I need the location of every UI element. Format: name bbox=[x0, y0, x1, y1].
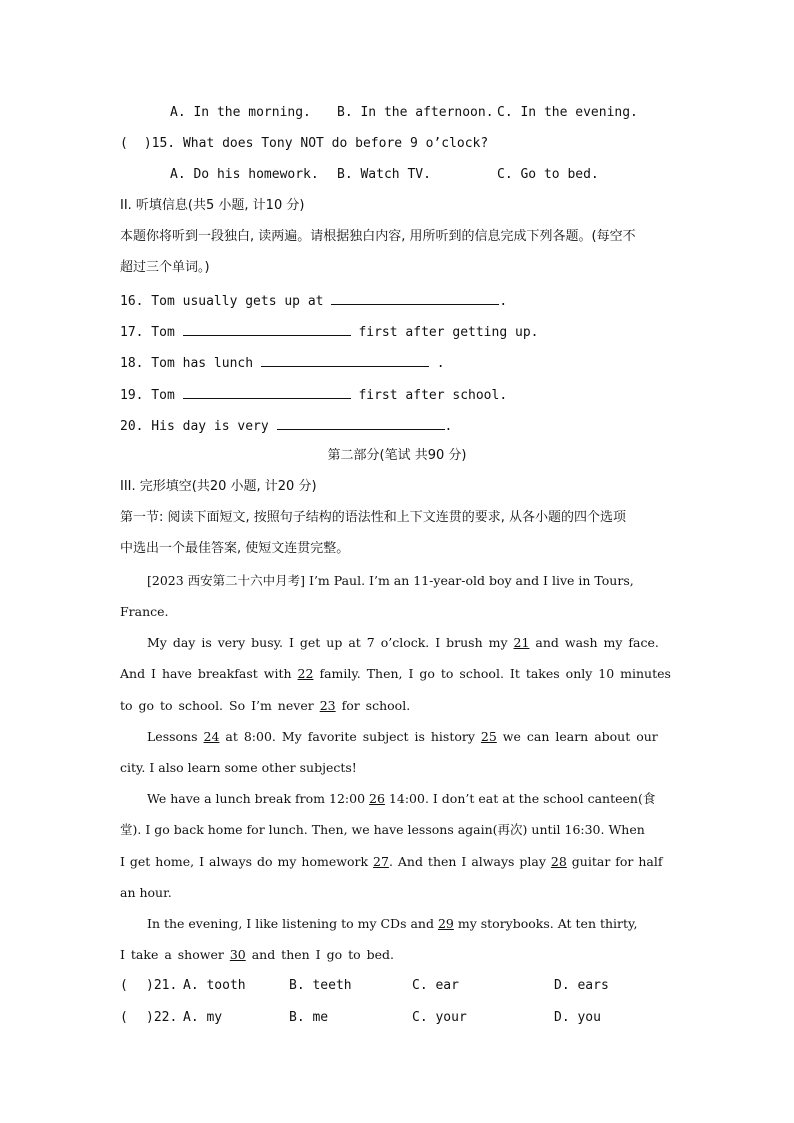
fill-item-20 bbox=[120, 416, 452, 436]
passage-p4-line-3 bbox=[120, 853, 663, 871]
q14-option-c: C. In the evening. bbox=[497, 105, 638, 120]
q21-option-c[interactable]: C. ear bbox=[412, 978, 459, 993]
blank-23: 23 bbox=[319, 698, 336, 713]
answer-blank[interactable] bbox=[183, 385, 351, 399]
answer-paren-open: ( bbox=[120, 136, 128, 151]
passage-text: my storybooks. At ten thirty, bbox=[457, 916, 638, 931]
q21-option-a[interactable]: A. tooth bbox=[183, 978, 246, 993]
fill-item-text-after: first after getting up. bbox=[358, 325, 539, 340]
blank-24: 24 bbox=[203, 729, 220, 744]
answer-paren-open: ( bbox=[120, 1010, 128, 1025]
answer-blank[interactable] bbox=[183, 322, 351, 336]
q22-option-c[interactable]: C. your bbox=[412, 1010, 467, 1025]
q15-option-b: B. Watch TV. bbox=[337, 167, 431, 182]
question-text: What does Tony NOT do before 9 o’clock? bbox=[182, 136, 489, 151]
passage-p5-line-2 bbox=[120, 946, 394, 964]
blank-30: 30 bbox=[229, 947, 246, 962]
part-2-title: 第二部分(笔试 共90 分) bbox=[327, 448, 467, 463]
section-2-instruction-line-1: 本题你将听到一段独白, 读两遍。请根据独白内容, 用所听到的信息完成下列各题。(每空不 bbox=[120, 229, 636, 244]
answer-blank[interactable] bbox=[277, 416, 445, 430]
section-3-instruction-line-1: 第一节: 阅读下面短文, 按照句子结构的语法性和上下文连贯的要求, 从各小题的四个选项 bbox=[120, 510, 627, 525]
passage-text: 14:00. I don’t eat at the school canteen(食 bbox=[388, 791, 656, 806]
passage-text: for school. bbox=[341, 698, 411, 713]
answer-blank[interactable] bbox=[331, 291, 499, 305]
passage-p4-line-4: an hour. bbox=[120, 885, 172, 900]
fill-item-text: 18. Tom has lunch bbox=[120, 356, 254, 371]
passage-text: at 8:00. My favorite subject is history bbox=[225, 729, 475, 744]
section-2-instruction-line-2: 超过三个单词。) bbox=[120, 260, 210, 275]
passage-text: we can learn about our bbox=[502, 729, 658, 744]
passage-text: family. Then, I go to school. It takes only 10 minutes bbox=[319, 666, 671, 681]
blank-26: 26 bbox=[369, 791, 385, 806]
fill-item-text-after: first after school. bbox=[358, 388, 508, 403]
passage-text: and then I go to bed. bbox=[251, 947, 394, 962]
fill-item-16 bbox=[120, 291, 507, 311]
q14-option-b: B. In the afternoon. bbox=[337, 105, 494, 120]
fill-item-text: 17. Tom bbox=[120, 325, 175, 340]
passage-p2-line-3 bbox=[120, 697, 410, 715]
passage-text: . And then I always play bbox=[388, 854, 546, 869]
blank-21: 21 bbox=[513, 635, 530, 650]
passage-p1-line-1: [2023 西安第二十六中月考] I’m Paul. I’m an 11-year-old boy and I live in Tours, bbox=[147, 573, 634, 588]
blank-22: 22 bbox=[297, 666, 314, 681]
passage-p3-line-1 bbox=[147, 728, 658, 746]
blank-27: 27 bbox=[373, 854, 389, 869]
section-2-title: II. 听填信息(共5 小题, 计10 分) bbox=[120, 198, 305, 213]
passage-text: We have a lunch break from 12:00 bbox=[147, 791, 366, 806]
q15-option-c: C. Go to bed. bbox=[497, 167, 599, 182]
fill-item-text-after: . bbox=[444, 419, 453, 434]
passage-text: Lessons bbox=[147, 729, 198, 744]
q22-option-a[interactable]: A. my bbox=[183, 1010, 223, 1025]
question-15 bbox=[120, 135, 488, 153]
passage-p4-line-1 bbox=[147, 790, 655, 808]
passage-text: guitar for half bbox=[571, 854, 663, 869]
fill-item-19 bbox=[120, 385, 507, 405]
blank-29: 29 bbox=[437, 916, 454, 931]
passage-p2-line-1 bbox=[147, 634, 659, 652]
answer-blank[interactable] bbox=[261, 353, 429, 367]
passage-text: In the evening, I like listening to my CDs and bbox=[147, 916, 434, 931]
q21-option-d[interactable]: D. ears bbox=[554, 978, 609, 993]
q21-option-b[interactable]: B. teeth bbox=[289, 978, 352, 993]
passage-text: And I have breakfast with bbox=[120, 666, 292, 681]
passage-text: I get home, I always do my homework bbox=[120, 854, 369, 869]
passage-text: I take a shower bbox=[120, 947, 224, 962]
blank-28: 28 bbox=[550, 854, 567, 869]
passage-text: to go to school. So I’m never bbox=[120, 698, 314, 713]
fill-item-17 bbox=[120, 322, 538, 342]
question-number: )15. bbox=[143, 136, 176, 151]
section-3-title: III. 完形填空(共20 小题, 计20 分) bbox=[120, 479, 317, 494]
fill-item-text: 16. Tom usually gets up at bbox=[120, 294, 324, 309]
fill-item-text: 19. Tom bbox=[120, 388, 175, 403]
fill-item-text-after: . bbox=[436, 356, 445, 371]
fill-item-text: 20. His day is very bbox=[120, 419, 269, 434]
passage-p1-line-2: France. bbox=[120, 604, 169, 619]
passage-p4-line-2: 堂). I go back home for lunch. Then, we have lessons again(再次) until 16:30. When bbox=[120, 822, 645, 837]
question-number: )22. bbox=[146, 1010, 178, 1025]
answer-paren-open: ( bbox=[120, 978, 128, 993]
q22-option-d[interactable]: D. you bbox=[554, 1010, 601, 1025]
q15-option-a: A. Do his homework. bbox=[170, 167, 319, 182]
passage-p5-line-1 bbox=[147, 915, 637, 933]
section-3-instruction-line-2: 中选出一个最佳答案, 使短文连贯完整。 bbox=[120, 541, 350, 556]
passage-p3-line-2: city. I also learn some other subjects! bbox=[120, 760, 357, 775]
question-number: )21. bbox=[146, 978, 178, 993]
q14-option-a: A. In the morning. bbox=[170, 105, 311, 120]
fill-item-18 bbox=[120, 353, 445, 373]
blank-25: 25 bbox=[480, 729, 497, 744]
passage-p2-line-2 bbox=[120, 665, 671, 683]
q22-option-b[interactable]: B. me bbox=[289, 1010, 329, 1025]
passage-text: My day is very busy. I get up at 7 o’clock. I brush my bbox=[147, 635, 508, 650]
fill-item-text-after: . bbox=[499, 294, 508, 309]
passage-text: and wash my face. bbox=[535, 635, 659, 650]
